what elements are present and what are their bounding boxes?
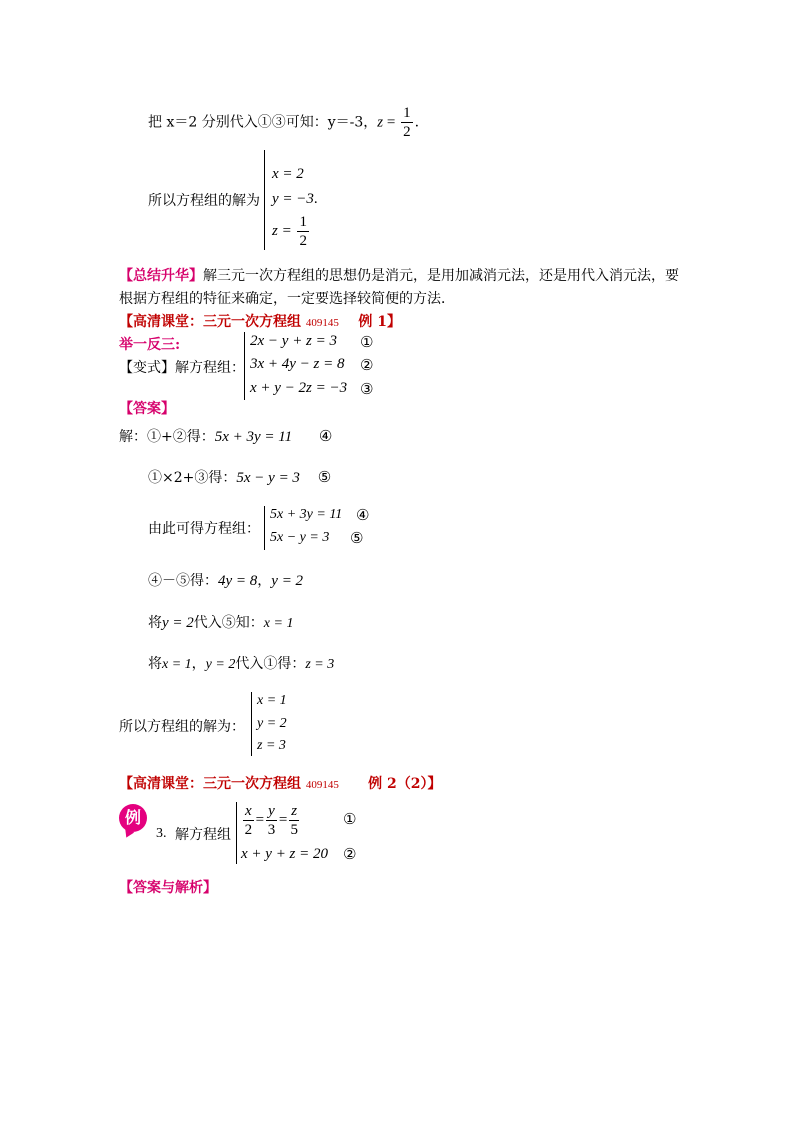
- step-1: 解：①+②得：5x + 3y = 11 ④: [119, 427, 333, 445]
- solution-row-x: x = 2: [272, 166, 304, 182]
- variant-title: 举一反三:: [119, 337, 181, 353]
- example-label: 解方程组: [175, 827, 231, 843]
- final-solution-label: 所以方程组的解为：: [119, 719, 245, 735]
- variant-label: 【变式】解方程组：: [119, 360, 245, 376]
- step-4: ④－⑤得：4y = 8，y = 2: [148, 573, 304, 589]
- summary-line-1: 【总结升华】解三元一次方程组的思想仍是消元，是用加减消元法，还是用代入消元法，要: [119, 268, 679, 284]
- example-badge-icon: 例: [119, 804, 147, 832]
- variant-eq-2: 3x + 4y − z = 8: [250, 356, 345, 372]
- example-eq-1: $\frac{x}{2}$ = $\frac{y}{3}$ = $\frac{z}{5}$: [244, 803, 298, 838]
- variant-eq-1: 2x − y + z = 3: [250, 333, 338, 349]
- example-number: 3.: [156, 826, 167, 841]
- summary-line-2: 根据方程组的特征来确定，一定要选择较简便的方法．: [119, 291, 455, 307]
- answer-heading: 【答案】: [119, 401, 175, 417]
- step-5: 将y = 2代入⑤知：x = 1: [148, 615, 294, 631]
- fraction-half: $\frac{1}{2}$: [403, 105, 411, 140]
- step-3-label: 由此可得方程组：: [148, 521, 260, 537]
- brace: [264, 150, 265, 250]
- solution-label: 所以方程组的解为: [148, 193, 260, 209]
- brace: [244, 332, 245, 400]
- step-6: 将x = 1，y = 2代入①得：z = 3: [148, 656, 335, 672]
- step-2: ①×2+③得：5x − y = 3 ⑤: [148, 468, 332, 486]
- lesson-link-2[interactable]: 【高清课堂：三元一次方程组 409145 例 2（2）】: [119, 776, 442, 792]
- brace: [264, 506, 265, 550]
- variant-eq-3: x + y − 2z = −3: [250, 380, 348, 396]
- example-eq-2: x + y + z = 20: [241, 846, 329, 862]
- brace: [251, 692, 252, 756]
- line-substitute: 把 x＝2 分别代入①③可知：y＝-3，z = $\frac{1}{2}$ .: [148, 105, 420, 140]
- summary-tag: 【总结升华】: [119, 268, 203, 284]
- lesson-link-1[interactable]: 【高清课堂：三元一次方程组 409145 例 1】: [119, 314, 401, 330]
- answer-analysis-heading: 【答案与解析】: [119, 880, 217, 896]
- solution-row-y: y = −3.: [272, 191, 318, 207]
- solution-row-z: z = $\frac{1}{2}$: [272, 214, 307, 249]
- brace: [236, 802, 237, 864]
